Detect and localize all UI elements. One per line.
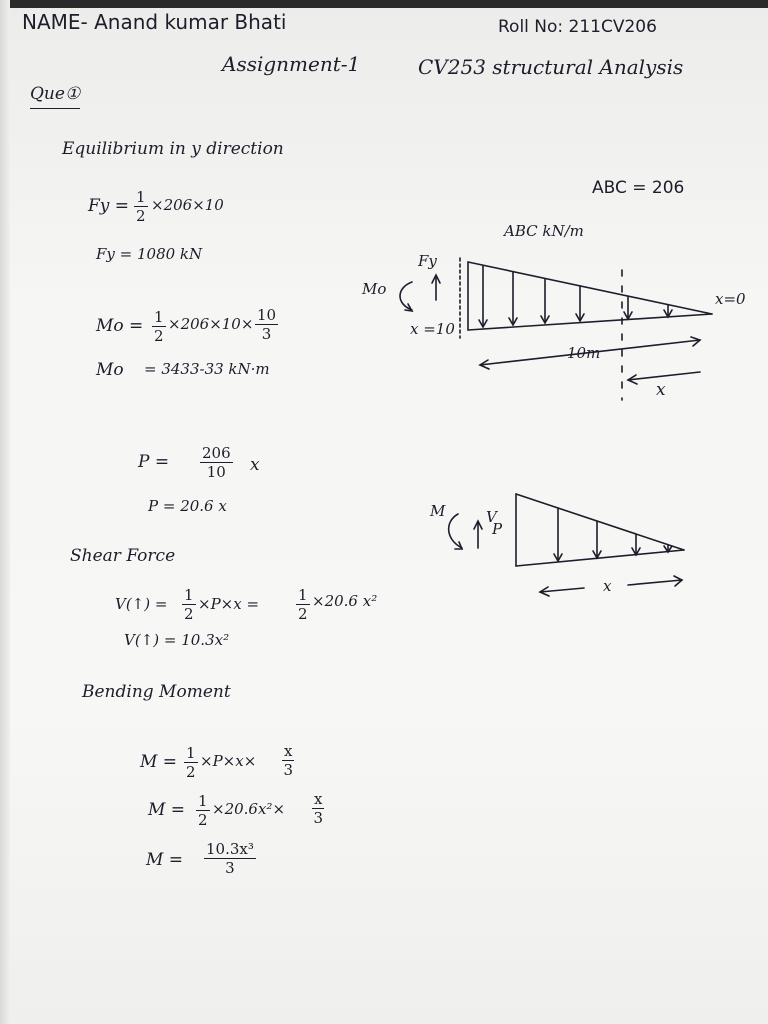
mo-reaction-label: Mo	[362, 280, 387, 298]
roll-number: Roll No: 211CV206	[498, 17, 657, 37]
shear-half-fraction	[182, 586, 196, 623]
mo-result-lhs: Mo	[96, 360, 124, 380]
moment2-half-fraction	[196, 792, 210, 829]
fraction-denominator: 2	[184, 605, 194, 623]
fraction-numerator: 206	[202, 444, 231, 462]
bending-moment-heading: Bending Moment	[82, 682, 231, 702]
equilibrium-heading: Equilibrium in y direction	[62, 139, 284, 159]
fraction-denominator: 2	[298, 605, 308, 623]
fraction-numerator: 10.3x³	[206, 840, 254, 858]
fraction-numerator: x	[284, 742, 293, 760]
fy-result: Fy = 1080 kN	[96, 245, 203, 263]
shear-label-v: V	[486, 508, 497, 526]
x10-label: x =10	[410, 320, 455, 338]
abc-value: ABC = 206	[592, 178, 685, 198]
moment2-x-third-fraction	[312, 790, 324, 827]
fraction-denominator: 2	[198, 811, 208, 829]
shear-line1-mid: ×P×x =	[198, 595, 260, 613]
fraction-numerator: 10	[257, 306, 277, 324]
moment-line1-mid: ×P×x×	[200, 752, 257, 770]
fraction-denominator: 3	[283, 761, 293, 779]
p-result: P = 20.6 x	[148, 497, 227, 515]
fy-expression: ×206×10	[151, 196, 224, 214]
fraction-numerator: x	[314, 790, 323, 808]
moment-label-m: M	[430, 502, 446, 520]
moment-line2-mid: ×20.6x²×	[212, 800, 286, 818]
fraction-numerator: 1	[298, 586, 308, 604]
shear-half-fraction-2	[296, 586, 310, 623]
fraction-denominator: 3	[261, 325, 272, 343]
moment1-half-fraction	[184, 744, 198, 781]
assignment-title: Assignment-1	[222, 52, 361, 76]
load-label-p: P	[492, 520, 503, 538]
mo-result-value: = 3433-33 kN·m	[144, 360, 270, 378]
fraction-numerator: 1	[154, 308, 164, 326]
fraction-numerator: 1	[184, 586, 194, 604]
fraction-denominator: 10	[206, 463, 226, 481]
moment-final-fraction	[204, 840, 256, 877]
fraction-numerator: 1	[136, 188, 146, 206]
x-distance-label-2: x	[603, 577, 612, 595]
fraction-numerator: 1	[198, 792, 208, 810]
x-distance-label: x	[656, 380, 666, 400]
fraction-denominator: 2	[186, 763, 196, 781]
shear-line1-lhs: V(↑) =	[115, 595, 168, 613]
fy-reaction-label: Fy	[418, 252, 437, 270]
fraction-denominator: 3	[225, 859, 235, 877]
fraction-denominator: 3	[313, 809, 323, 827]
student-name: NAME- Anand kumar Bhati	[22, 10, 287, 34]
course-title: CV253 structural Analysis	[418, 55, 684, 79]
fraction-denominator: 2	[154, 327, 164, 345]
shear-force-heading: Shear Force	[70, 546, 176, 566]
x0-label: x=0	[715, 290, 746, 308]
moment1-x-third-fraction	[282, 742, 294, 779]
moment-line2-lhs: M =	[148, 800, 186, 820]
load-intensity-label: ABC kN/m	[504, 222, 584, 240]
fy-lhs: Fy =	[88, 196, 130, 216]
mo-expression: ×206×10×	[168, 315, 254, 333]
moment-line3-lhs: M =	[146, 850, 184, 870]
question-number: Que①	[30, 84, 80, 109]
shear-line2: V(↑) = 10.3x²	[124, 631, 230, 649]
moment-line1-lhs: M =	[140, 752, 178, 772]
p-variable: x	[250, 455, 260, 475]
fraction-numerator: 1	[186, 744, 196, 762]
shear-line1-rhs: ×20.6 x²	[312, 592, 378, 610]
mo-lhs: Mo =	[96, 316, 144, 336]
p-lhs: P =	[138, 452, 170, 472]
fraction-denominator: 2	[136, 207, 146, 225]
span-label: 10m	[567, 344, 601, 362]
